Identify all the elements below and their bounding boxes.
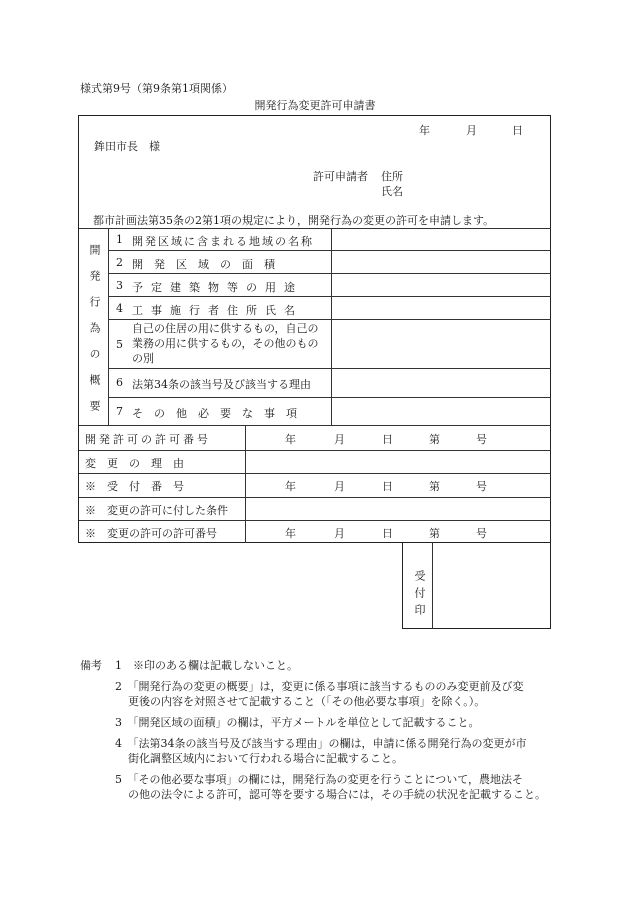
note-item: 1 ※印のある欄は記載しないこと。 <box>115 659 298 672</box>
note-item: 5 「その他必要な事項」の欄には，開発行為の変更を行うことについて，農地法そ <box>115 773 524 786</box>
conditions-label: ※ 変更の許可に付した条件 <box>85 504 228 517</box>
number-suffix: 号 <box>476 480 487 493</box>
divider <box>108 319 551 320</box>
number-prefix: 第 <box>429 433 440 446</box>
date-year: 年 <box>419 124 430 137</box>
address-label: 住所 <box>381 170 403 183</box>
application-form-table <box>78 115 551 543</box>
document-title: 開発行為変更許可申請書 <box>254 99 376 112</box>
date-year: 年 <box>285 527 296 540</box>
note-item: 2 「開発行為の変更の概要」は，変更に係る事項に該当するもののみ変更前及び変 <box>115 680 524 693</box>
number-prefix: 第 <box>429 480 440 493</box>
note-item: 3 「開発区域の面積」の欄は，平方メートルを単位として記載すること。 <box>115 716 480 729</box>
date-month: 月 <box>466 124 477 137</box>
date-month: 月 <box>334 433 345 446</box>
divider <box>108 273 551 274</box>
overview-item-number: 3 <box>116 279 123 292</box>
divider <box>79 450 551 451</box>
divider <box>331 228 332 425</box>
permit-number-label: 開発許可の許可番号 <box>85 433 211 446</box>
overview-item-number: 5 <box>116 338 123 351</box>
receipt-stamp-label: 受付印 <box>413 570 426 621</box>
divider <box>108 368 551 369</box>
overview-item-label: 予定建築物等の用途 <box>132 281 303 294</box>
notes-heading: 備考 <box>80 659 102 672</box>
change-reason-label: 変 更 の 理 由 <box>85 457 184 470</box>
overview-vertical-label: 開発行為の概要 <box>88 244 101 426</box>
overview-item-label: 工事施行者住所氏名 <box>132 304 303 317</box>
divider <box>79 425 551 426</box>
change-permit-number-label: ※ 変更の許可の許可番号 <box>85 527 217 540</box>
note-item: 街化調整区域内において行われる場合に記載すること。 <box>128 752 403 765</box>
date-month: 月 <box>334 480 345 493</box>
overview-item-label: 自己の住居の用に供するもの，自己の業務の用に供するもの，その他のものの別 <box>132 322 319 365</box>
overview-item-number: 6 <box>116 376 123 389</box>
divider <box>79 520 551 521</box>
overview-item-number: 1 <box>116 233 123 246</box>
divider <box>245 425 246 543</box>
divider <box>108 296 551 297</box>
overview-item-label: 法第34条の該当号及び該当する理由 <box>132 378 311 391</box>
overview-item-label: 開発区域に含まれる地域の名称 <box>132 235 314 248</box>
divider <box>108 250 551 251</box>
date-year: 年 <box>285 433 296 446</box>
applicant-label: 許可申請者 <box>313 170 368 183</box>
date-year: 年 <box>285 480 296 493</box>
divider <box>108 228 109 425</box>
note-item: 更後の内容を対照させて記載すること（「その他必要な事項」を除く。）。 <box>128 695 486 708</box>
overview-item-label: 開 発 区 域 の 面 積 <box>132 258 275 271</box>
overview-item-number: 2 <box>116 256 123 269</box>
form-number: 様式第9号（第9条第1項関係） <box>80 82 233 95</box>
divider <box>79 497 551 498</box>
date-day: 日 <box>382 527 393 540</box>
number-suffix: 号 <box>476 527 487 540</box>
addressee: 鉾田市長 様 <box>94 140 160 153</box>
overview-item-number: 7 <box>116 405 123 418</box>
receipt-number-label: ※ 受 付 番 号 <box>85 480 184 493</box>
divider <box>108 397 551 398</box>
overview-item-number: 4 <box>116 302 123 315</box>
date-day: 日 <box>382 433 393 446</box>
date-day: 日 <box>512 124 523 137</box>
name-label: 氏名 <box>381 185 403 198</box>
date-month: 月 <box>334 527 345 540</box>
note-item: 4 「法第34条の該当号及び該当する理由」の欄は，申請に係る開発行為の変更が市 <box>115 737 527 750</box>
divider <box>79 473 551 474</box>
number-prefix: 第 <box>429 527 440 540</box>
note-item: の他の法令による許可，認可等を要する場合には，その手続の状況を記載すること。 <box>128 788 546 801</box>
application-statement: 都市計画法第35条の2第1項の規定により，開発行為の変更の許可を申請します。 <box>93 214 495 227</box>
divider <box>432 542 433 629</box>
receipt-stamp-box <box>402 542 551 629</box>
date-day: 日 <box>382 480 393 493</box>
overview-item-label: そ の 他 必 要 な 事 項 <box>132 407 297 420</box>
number-suffix: 号 <box>476 433 487 446</box>
divider <box>79 228 551 229</box>
